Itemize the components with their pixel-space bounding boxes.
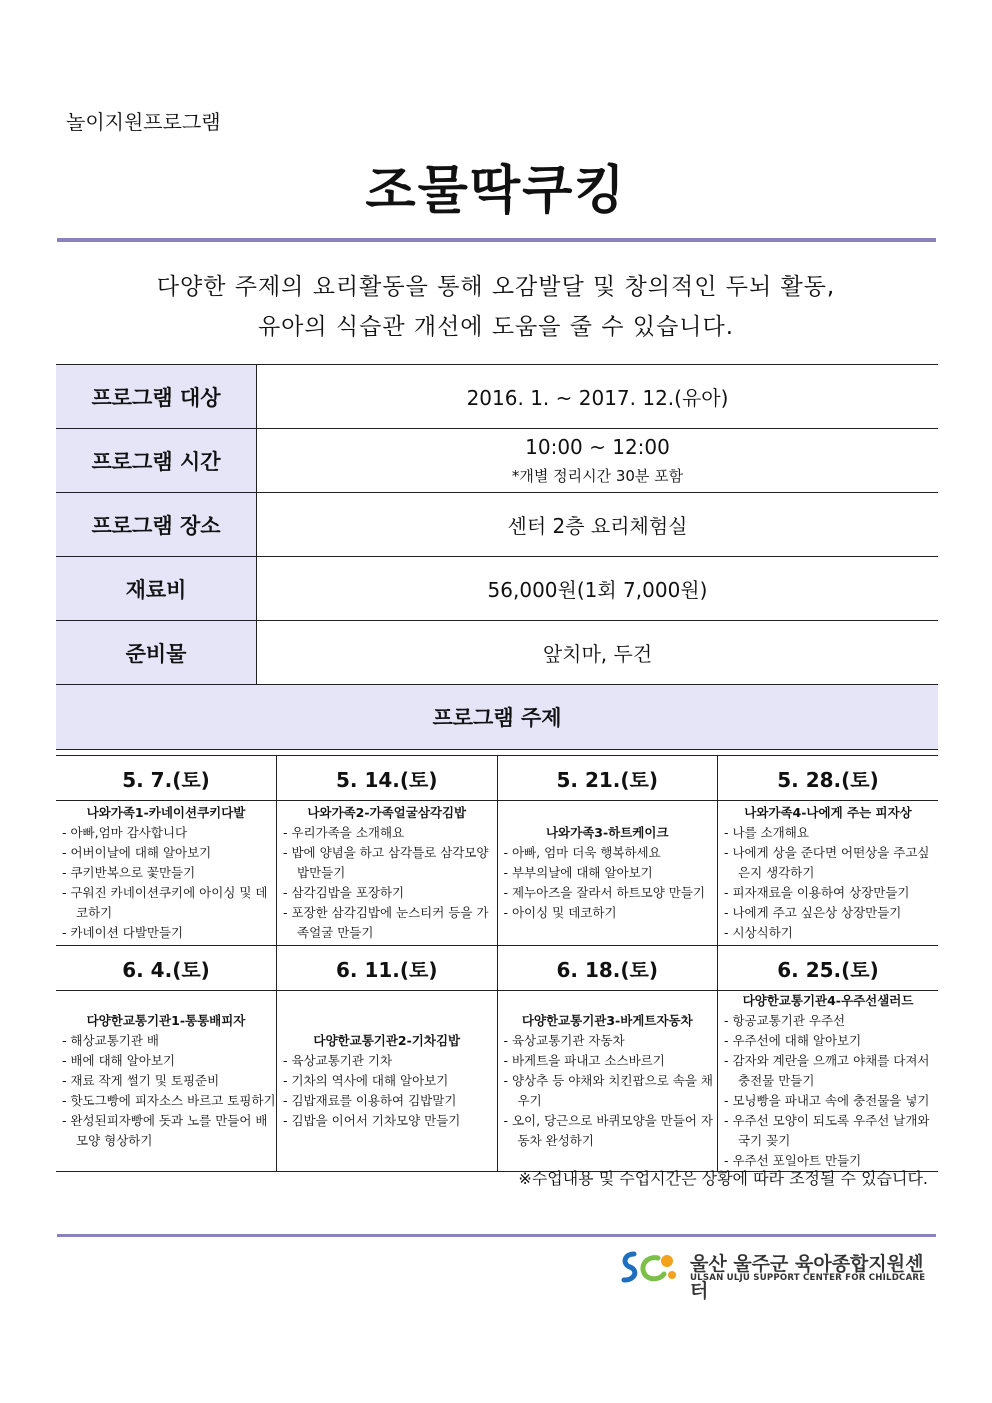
session-title: 다양한교통기관1-통통배피자 (86, 1013, 246, 1028)
session-item: - 해상교통기관 배 (62, 1031, 276, 1051)
session-items (498, 1031, 718, 1151)
info-row-theme (56, 685, 938, 750)
session-item: - 완성된피자빵에 돗과 노를 만들어 배모양 형상하기 (62, 1111, 276, 1151)
session-item: - 쿠키반복으로 꽃만들기 (62, 863, 276, 883)
session-cell (718, 801, 939, 946)
session-items (56, 1031, 276, 1151)
session-item: - 제누아즈을 잘라서 하트모양 만들기 (504, 883, 718, 903)
top-divider (57, 238, 936, 242)
place-value: 센터 2층 요리체험실 (257, 493, 939, 557)
session-date: 6. 18.(토) (497, 946, 718, 991)
schedule-body-row-1 (56, 801, 938, 946)
session-item: - 우주선 포일아트 만들기 (724, 1151, 938, 1171)
session-title: 나와가족4-나에게 주는 피자상 (744, 805, 912, 820)
session-item: - 김밥재료를 이용하여 김밥말기 (283, 1091, 497, 1111)
session-item: - 육상교통기관 기차 (283, 1051, 497, 1071)
bottom-divider (57, 1234, 936, 1237)
session-item: - 아이싱 및 데코하기 (504, 903, 718, 923)
session-item: - 우리가족을 소개해요 (283, 823, 497, 843)
session-items (718, 823, 938, 943)
session-items (277, 1051, 497, 1131)
session-items (56, 823, 276, 943)
session-item: - 밥에 양념을 하고 삼각틀로 삼각모양밥만들기 (283, 843, 497, 883)
session-cell (277, 991, 498, 1172)
session-item: - 나에게 상을 준다면 어떤상을 주고싶은지 생각하기 (724, 843, 938, 883)
target-label: 프로그램 대상 (56, 365, 257, 429)
session-item: - 육상교통기관 자동차 (504, 1031, 718, 1051)
session-item: - 나에게 주고 싶은상 상장만들기 (724, 903, 938, 923)
time-note: *개별 정리시간 30분 포함 (511, 467, 684, 485)
session-item: - 바게트을 파내고 소스바르기 (504, 1051, 718, 1071)
session-item: - 삼각김밥을 포장하기 (283, 883, 497, 903)
session-date: 5. 14.(토) (277, 756, 498, 801)
theme-header: 프로그램 주제 (56, 685, 938, 750)
session-item: - 아빠, 엄마 더욱 행복하세요 (504, 843, 718, 863)
schedule-table (56, 755, 938, 1172)
session-date: 6. 4.(토) (56, 946, 277, 991)
session-item: - 양상추 등 야채와 치킨팝으로 속을 채우기 (504, 1071, 718, 1111)
session-title: 나와가족2-가족얼굴삼각김밥 (307, 805, 467, 820)
session-item: - 감자와 계란을 으깨고 야채를 다져서 충전물 만들기 (724, 1051, 938, 1091)
target-value: 2016. 1. ~ 2017. 12.(유아) (257, 365, 939, 429)
session-title: 다양한교통기관2-기차김밥 (313, 1033, 461, 1048)
info-row-supplies (56, 621, 938, 685)
session-item: - 카네이션 다발만들기 (62, 923, 276, 943)
time-value: 10:00 ~ 12:00 (525, 435, 670, 459)
info-row-place (56, 493, 938, 557)
session-item: - 구워진 카네이션쿠키에 아이싱 및 데코하기 (62, 883, 276, 923)
session-item: - 우주선에 대해 알아보기 (724, 1031, 938, 1051)
time-cell (257, 429, 939, 493)
page-title: 조물딱쿠킹 (365, 161, 627, 221)
supplies-label: 준비물 (56, 621, 257, 685)
schedule-date-row-1 (56, 756, 938, 801)
session-items (718, 1011, 938, 1171)
session-cell (497, 801, 718, 946)
session-item: - 오이, 당근으로 바퀴모양을 만들어 자동차 완성하기 (504, 1111, 718, 1151)
session-item: - 항공교통기관 우주선 (724, 1011, 938, 1031)
org-name-english: ULSAN ULJU SUPPORT CENTER FOR CHILDCARE (690, 1273, 926, 1283)
place-label: 프로그램 장소 (56, 493, 257, 557)
session-cell (277, 801, 498, 946)
session-item: - 피자재료을 이용하여 상장만들기 (724, 883, 938, 903)
org-logo-mark-icon (620, 1248, 682, 1286)
session-items (498, 843, 718, 923)
session-title: 나와가족1-카네이션쿠키다발 (86, 805, 246, 820)
program-category: 놀이지원프로그램 (66, 110, 221, 134)
session-date: 6. 11.(토) (277, 946, 498, 991)
session-date: 6. 25.(토) (718, 946, 939, 991)
session-title: 다양한교통기관4-우주선샐러드 (742, 993, 914, 1008)
info-row-fee (56, 557, 938, 621)
session-title: 다양한교통기관3-바게트자동차 (521, 1013, 693, 1028)
session-date: 5. 21.(토) (497, 756, 718, 801)
session-cell (56, 801, 277, 946)
time-label: 프로그램 시간 (56, 429, 257, 493)
session-item: - 김밥을 이어서 기차모양 만들기 (283, 1111, 497, 1131)
session-item: - 나를 소개해요 (724, 823, 938, 843)
org-logo (620, 1248, 930, 1302)
session-cell (56, 991, 277, 1172)
session-items (277, 823, 497, 943)
fee-label: 재료비 (56, 557, 257, 621)
session-item: - 우주선 모양이 되도록 우주선 날개와 국기 꽂기 (724, 1111, 938, 1151)
info-row-target (56, 365, 938, 429)
session-item: - 어버이날에 대해 알아보기 (62, 843, 276, 863)
session-title: 나와가족3-하트케이크 (545, 825, 669, 840)
session-item: - 기차의 역사에 대해 알아보기 (283, 1071, 497, 1091)
intro-line-1: 다양한 주제의 요리활동을 통해 오감발달 및 창의적인 두뇌 활동, (156, 274, 836, 300)
org-name-korean: 울산 울주군 육아종합지원센터 (690, 1253, 924, 1302)
info-row-time (56, 429, 938, 493)
session-item: - 시상식하기 (724, 923, 938, 943)
intro-line-2: 유아의 식습관 개선에 도움을 줄 수 있습니다. (257, 314, 735, 340)
session-item: - 포장한 삼각김밥에 눈스티커 등을 가족얼굴 만들기 (283, 903, 497, 943)
session-date: 5. 7.(토) (56, 756, 277, 801)
session-item: - 재료 작게 썰기 및 토핑준비 (62, 1071, 276, 1091)
fee-value: 56,000원(1회 7,000원) (257, 557, 939, 621)
session-item: - 핫도그빵에 피자소스 바르고 토핑하기 (62, 1091, 276, 1111)
session-cell (718, 991, 939, 1172)
session-item: - 배에 대해 알아보기 (62, 1051, 276, 1071)
session-cell (497, 991, 718, 1172)
program-info-table (56, 364, 938, 750)
session-item: - 모닝빵을 파내고 속에 충전물을 넣기 (724, 1091, 938, 1111)
schedule-body-row-2 (56, 991, 938, 1172)
session-date: 5. 28.(토) (718, 756, 939, 801)
supplies-value: 앞치마, 두건 (257, 621, 939, 685)
schedule-note: ※수업내용 및 수업시간은 상황에 따라 조정될 수 있습니다. (518, 1169, 928, 1188)
session-item: - 부부의날에 대해 알아보기 (504, 863, 718, 883)
schedule-date-row-2 (56, 946, 938, 991)
session-item: - 아빠,엄마 감사합니다 (62, 823, 276, 843)
